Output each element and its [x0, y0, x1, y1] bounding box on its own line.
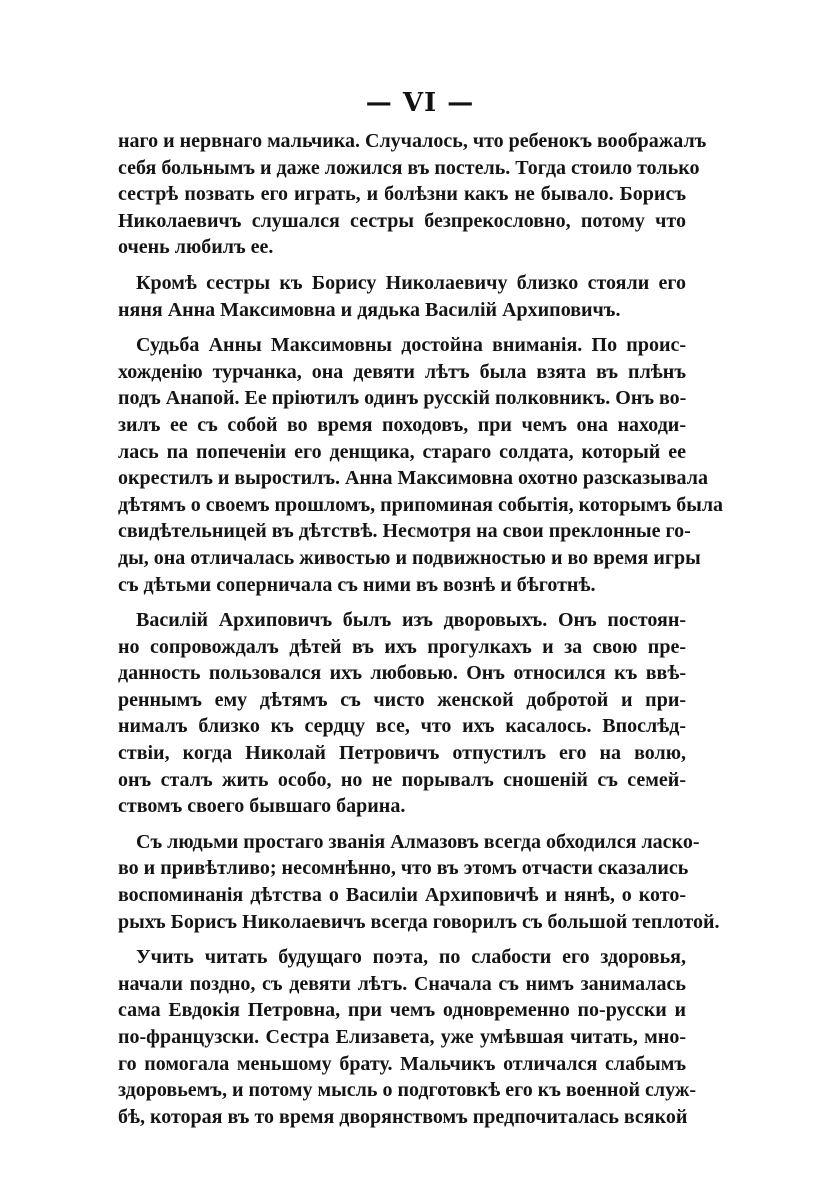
text-line: съ дѣтьми соперничала съ ними въ вознѣ и бѣготнѣ.: [118, 573, 596, 596]
text-line: онъ сталъ жить особо, но не порывалъ сношеній съ семей-: [118, 768, 686, 791]
text-line: рыхъ Борисъ Николаевичъ всегда говорилъ съ большой теплотой.: [118, 910, 720, 933]
paragraph: [118, 607, 686, 820]
text-line: дѣтямъ о своемъ прошломъ, припоминая событія, которымъ была: [118, 493, 724, 516]
text-line: наго и нервнаго мальчика. Случалось, что ребенокъ воображалъ: [118, 130, 707, 152]
paragraph: [118, 128, 707, 261]
text-line: себя больнымъ и даже ложился въ постель. Тогда стоило только: [118, 156, 700, 179]
body-text: [118, 128, 724, 1130]
text-line: Съ людьми простаго званія Алмазовъ всегда обходился ласко-: [136, 830, 700, 853]
text-line: Николаевичъ слушался сестры безпрекословно, потому что: [118, 209, 686, 232]
paragraph: [118, 944, 696, 1130]
text-line: Учить читать будущаго поэта, по слабости его здоровья,: [136, 946, 686, 969]
text-line: по-французски. Сестра Елизавета, уже умѣвшая читать, мно-: [118, 1026, 686, 1048]
text-line: нималъ близко къ сердцу все, что ихъ касалось. Впослѣд-: [118, 715, 686, 738]
text-line: начали поздно, съ девяти лѣтъ. Сначала съ нимъ занималась: [118, 972, 686, 995]
page-number: — VI —: [365, 88, 475, 118]
text-line: реннымъ ему дѣтямъ съ чисто женской добротой и при-: [118, 688, 686, 711]
text-line: ствомъ своего бывшаго барина.: [118, 795, 406, 818]
text-line: го помогала меньшому брату. Мальчикъ отличался слабымъ: [118, 1052, 686, 1075]
text-line: ды, она отличалась живостью и подвижностью и во время игры: [118, 546, 701, 569]
text-line: лась па попеченіи его денщика, стараго солдата, который ее: [118, 440, 686, 463]
text-line: данность пользовался ихъ любовью. Онъ относился къ ввѣ-: [118, 662, 686, 685]
paragraph: [118, 270, 686, 323]
text-line: воспоминанія дѣтства о Василіи Архиповичѣ и нянѣ, о кото-: [118, 884, 686, 907]
text-line: подъ Анапой. Ее пріютилъ одинъ русскій полковникъ. Онъ во-: [118, 387, 687, 410]
text-line: Василій Архиповичъ былъ изъ дворовыхъ. Онъ постоян-: [136, 609, 686, 632]
text-line: Кромѣ сестры къ Борису Николаевичу близко стояли его: [136, 271, 686, 294]
text-line: хожденію турчанка, она девяти лѣтъ была взята въ плѣнъ: [118, 360, 686, 383]
text-line: очень любилъ ее.: [118, 236, 274, 259]
text-line: здоровьемъ, и потому мысль о подготовкѣ его къ военной служ-: [118, 1079, 696, 1102]
text-line: сестрѣ позвать его играть, и болѣзни какъ не бывало. Борисъ: [118, 183, 686, 206]
paragraph: [118, 829, 720, 935]
text-line: свидѣтельницей въ дѣтствѣ. Несмотря на свои преклонные го-: [118, 520, 691, 543]
text-line: окрестилъ и выростилъ. Анна Максимовна охотно разсказывала: [118, 467, 708, 490]
text-line: бѣ, которая въ то время дворянствомъ предпочиталась всякой: [118, 1105, 688, 1128]
text-line: ствіи, когда Николай Петровичъ отпустилъ его на волю,: [118, 742, 686, 765]
text-line: зилъ ее съ собой во время походовъ, при чемъ она находи-: [118, 413, 686, 436]
text-line: но сопровождалъ дѣтей въ ихъ прогулкахъ и за свою пре-: [118, 635, 686, 658]
text-line: няня Анна Максимовна и дядька Василій Архиповичъ.: [118, 298, 621, 321]
text-line: сама Евдокія Петровна, при чемъ одновременно по-русски и: [118, 999, 686, 1022]
text-line: Судьба Анны Максимовны достойна вниманія. По проис-: [136, 334, 686, 357]
paragraph: [118, 332, 724, 598]
text-line: во и привѣтливо; несомнѣнно, что въ этомъ отчасти сказались: [118, 857, 689, 880]
